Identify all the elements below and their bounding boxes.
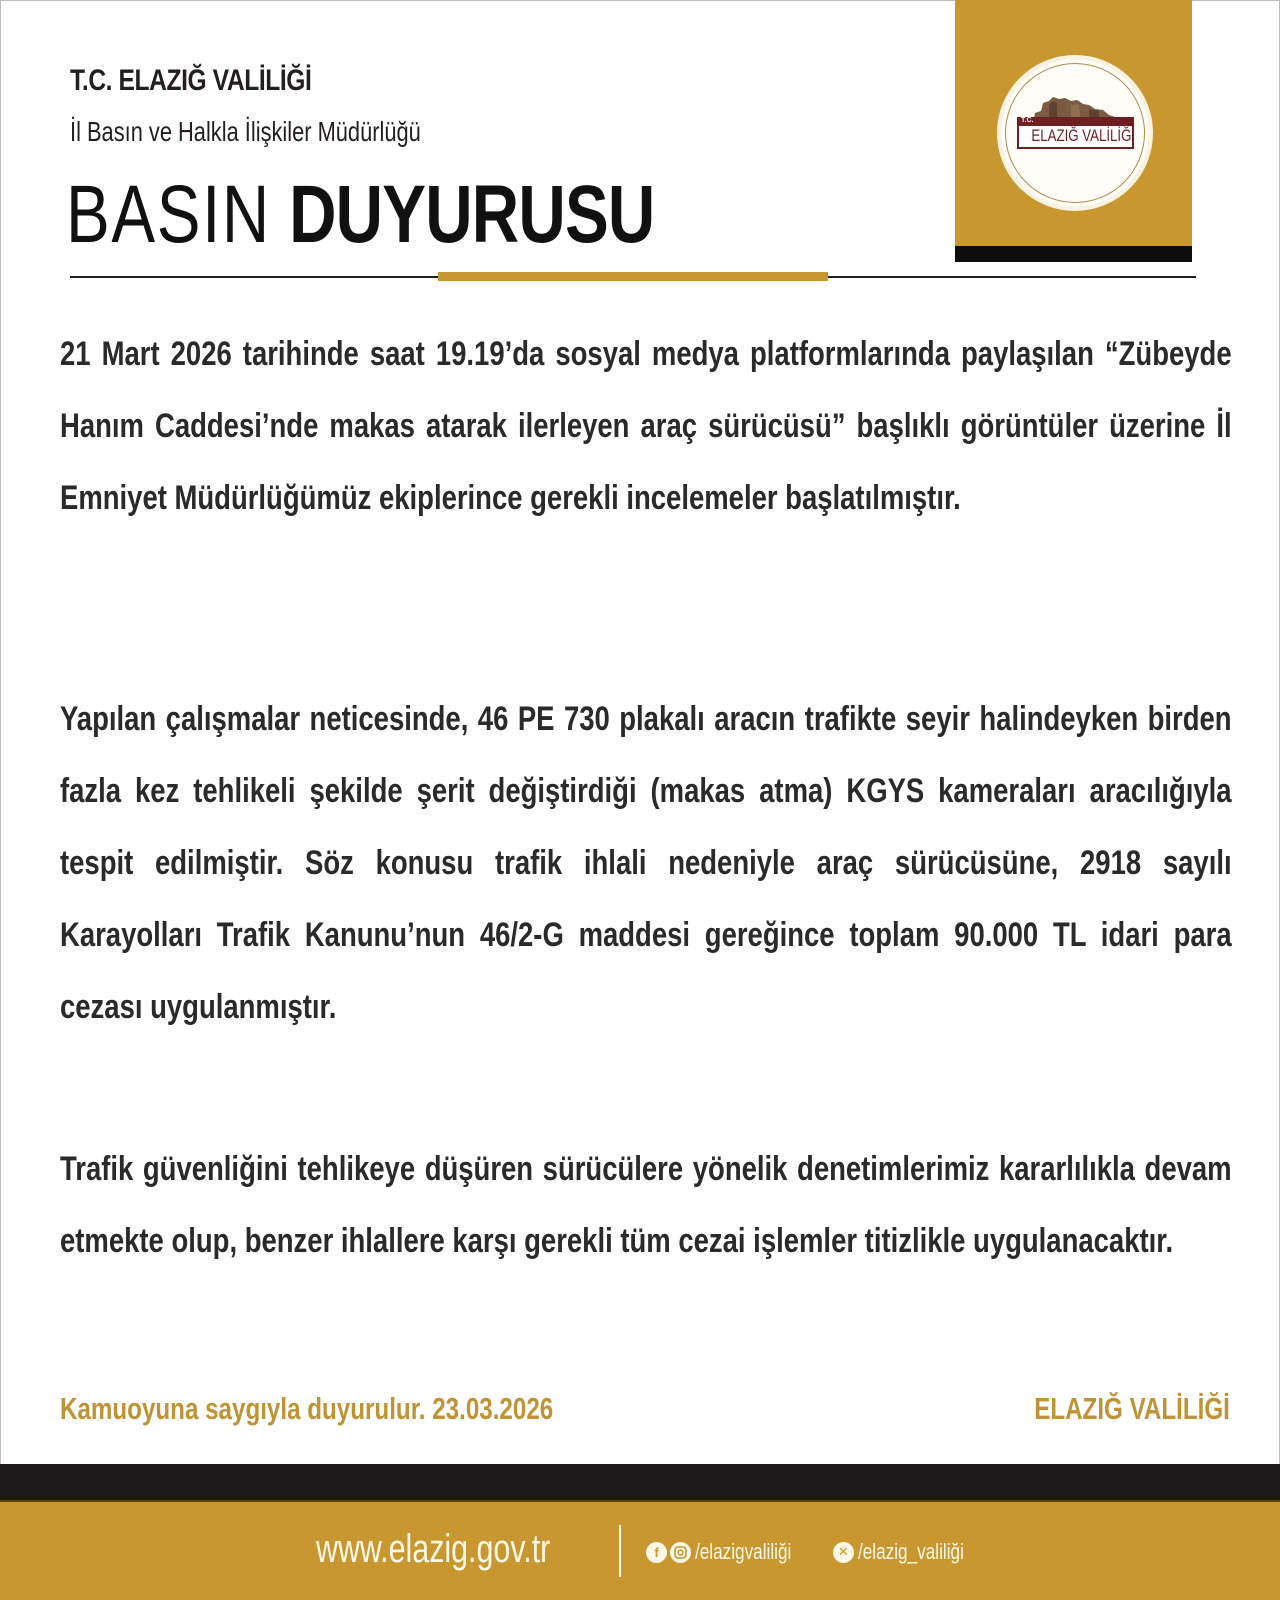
- paragraph-1-text: 21 Mart 2026 tarihinde saat 19.19’da sosyal medya platformlarında paylaşılan “Zübeyde Hanım Caddesi’nde makas atarak ilerleyen araç sürücüsü” başlıklı görüntüler üzerine İl Emniyet Müdürlüğümüz ekiplerince gerekli incelemeler başlatılmıştır.: [60, 335, 1232, 517]
- header-accent-bar: [438, 272, 828, 281]
- logo-block-bar: [955, 246, 1192, 262]
- signature: ELAZIĞ VALİLİĞİ: [1034, 1391, 1230, 1426]
- paragraph-1: [60, 318, 1232, 534]
- social-handle-1: /elazigvaliliği: [695, 1539, 792, 1564]
- social-facebook-instagram[interactable]: [646, 1541, 819, 1563]
- paragraph-2-text: Yapılan çalışmalar neticesinde, 46 PE 730 plakalı aracın trafikte seyir halindeyken birden fazla kez tehlikeli şekilde şerit değiştirdiği (makas atma) KGYS kameraları aracılığıyla tespit edilmiştir. Söz konusu trafik ihlali nedeniyle araç sürücüsüne, 2918 sayılı Karayolları Trafik Kanunu’nun 46/2-G maddesi gereğince toplam 90.000 TL idari para cezası uygulanmıştır.: [60, 700, 1232, 1026]
- footer-gold-band: [0, 1500, 1280, 1600]
- paragraph-2: [60, 683, 1232, 1043]
- org-name: T.C. ELAZIĞ VALİLİĞİ: [70, 64, 312, 97]
- logo-banner-stripe: [1017, 117, 1134, 126]
- logo-text: ELAZIĞ VALİLİĞİ: [1031, 126, 1136, 145]
- title-light: BASIN: [66, 169, 271, 260]
- website-link[interactable]: www.elazig.gov.tr: [316, 1527, 551, 1571]
- facebook-icon[interactable]: f: [646, 1542, 667, 1563]
- closing-statement: Kamuoyuna saygıyla duyurulur. 23.03.2026: [60, 1391, 554, 1426]
- org-subtitle: İl Basın ve Halkla İlişkiler Müdürlüğü: [70, 116, 421, 147]
- paragraph-3-text: Trafik güvenliğini tehlikeye düşüren sürücülere yönelik denetimlerimiz kararlılıkla devam etmekte olup, benzer ihlallere karşı gerekli tüm cezai işlemler titizlikle uygulanacaktır.: [60, 1150, 1232, 1260]
- footer-dark-band: [0, 1464, 1280, 1500]
- social-x[interactable]: [833, 1541, 994, 1563]
- instagram-icon[interactable]: [670, 1542, 691, 1563]
- footer-separator: [619, 1525, 621, 1577]
- paragraph-3: [60, 1133, 1232, 1277]
- page-title: [66, 170, 654, 260]
- x-icon[interactable]: ✕: [833, 1542, 854, 1563]
- logo-tc: T.C.: [1021, 117, 1034, 124]
- title-bold: DUYURUSU: [289, 169, 655, 260]
- social-handle-2: /elazig_valiliği: [858, 1539, 964, 1564]
